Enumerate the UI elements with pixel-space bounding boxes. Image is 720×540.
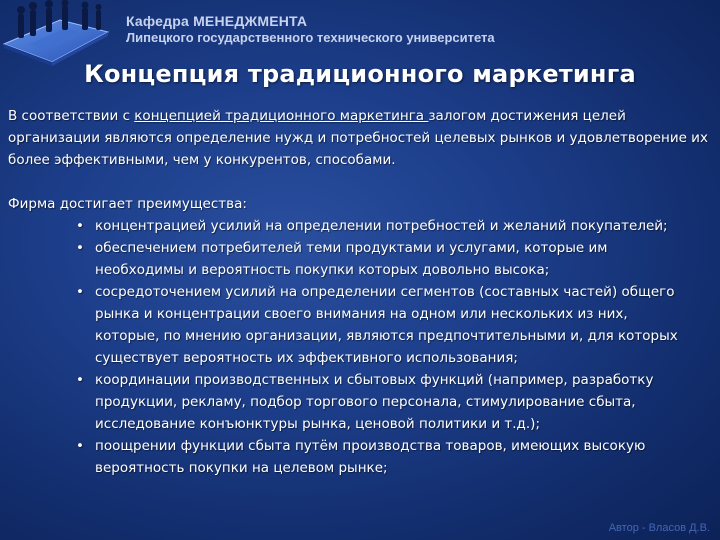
business-people-logo-icon [0, 0, 112, 66]
concept-term: концепцией традиционного маркетинга [134, 108, 429, 124]
list-item-text: поощрении функции сбыта путём производства товаров, имеющих высокую вероятность покупки на целевом рынке; [95, 438, 646, 476]
list-item-text: сосредоточением усилий на определении сегментов (составных частей) общего рынка и концентрации своего внимания на одном или нескольких из них, которые, по мнению организации, являются предпочтительными и, для которых существует вероятность их эффективного использования; [95, 284, 678, 366]
bullet-icon: • [76, 438, 84, 454]
bullet-icon: • [76, 218, 84, 234]
bullet-icon: • [76, 372, 84, 388]
list-item [8, 281, 708, 369]
advantages-lead: Фирма достигает преимущества: [8, 196, 247, 212]
list-item-text: концентрацией усилий на определении потребностей и желаний покупателей; [95, 218, 668, 234]
department-name: Кафедра МЕНЕДЖМЕНТА [126, 13, 308, 29]
list-item [8, 237, 708, 281]
university-name: Липецкого государственного технического университета [126, 30, 495, 45]
slide-title: Концепция традиционного маркетинга [84, 60, 636, 88]
list-item [8, 435, 708, 479]
bullet-icon: • [76, 240, 84, 256]
list-item [8, 215, 708, 237]
list-item-text: координации производственных и сбытовых функций (например, разработку продукции, рекламу, подбор торгового персонала, стимулирование сбыта, исследование конъюнктуры рынка, ценовой политики и т.д.); [95, 372, 654, 432]
header [0, 0, 720, 62]
advantages-list [8, 215, 708, 479]
intro-text-start: В соответствии с [8, 108, 135, 124]
author-watermark: Автор - Власов Д.В. [608, 522, 710, 534]
bullet-icon: • [76, 284, 84, 300]
list-item-text: обеспечением потребителей теми продуктами и услугами, которые им необходимы и вероятность покупки которых довольно высока; [95, 240, 608, 278]
slide-body [8, 105, 708, 479]
intro-paragraph [8, 105, 708, 171]
list-item [8, 369, 708, 435]
intro-text-end: залогом достижения целей организации являются определение нужд и потребностей целевых рынков и удовлетворение их более эффективными, чем у конкурентов, способами. [8, 108, 708, 168]
